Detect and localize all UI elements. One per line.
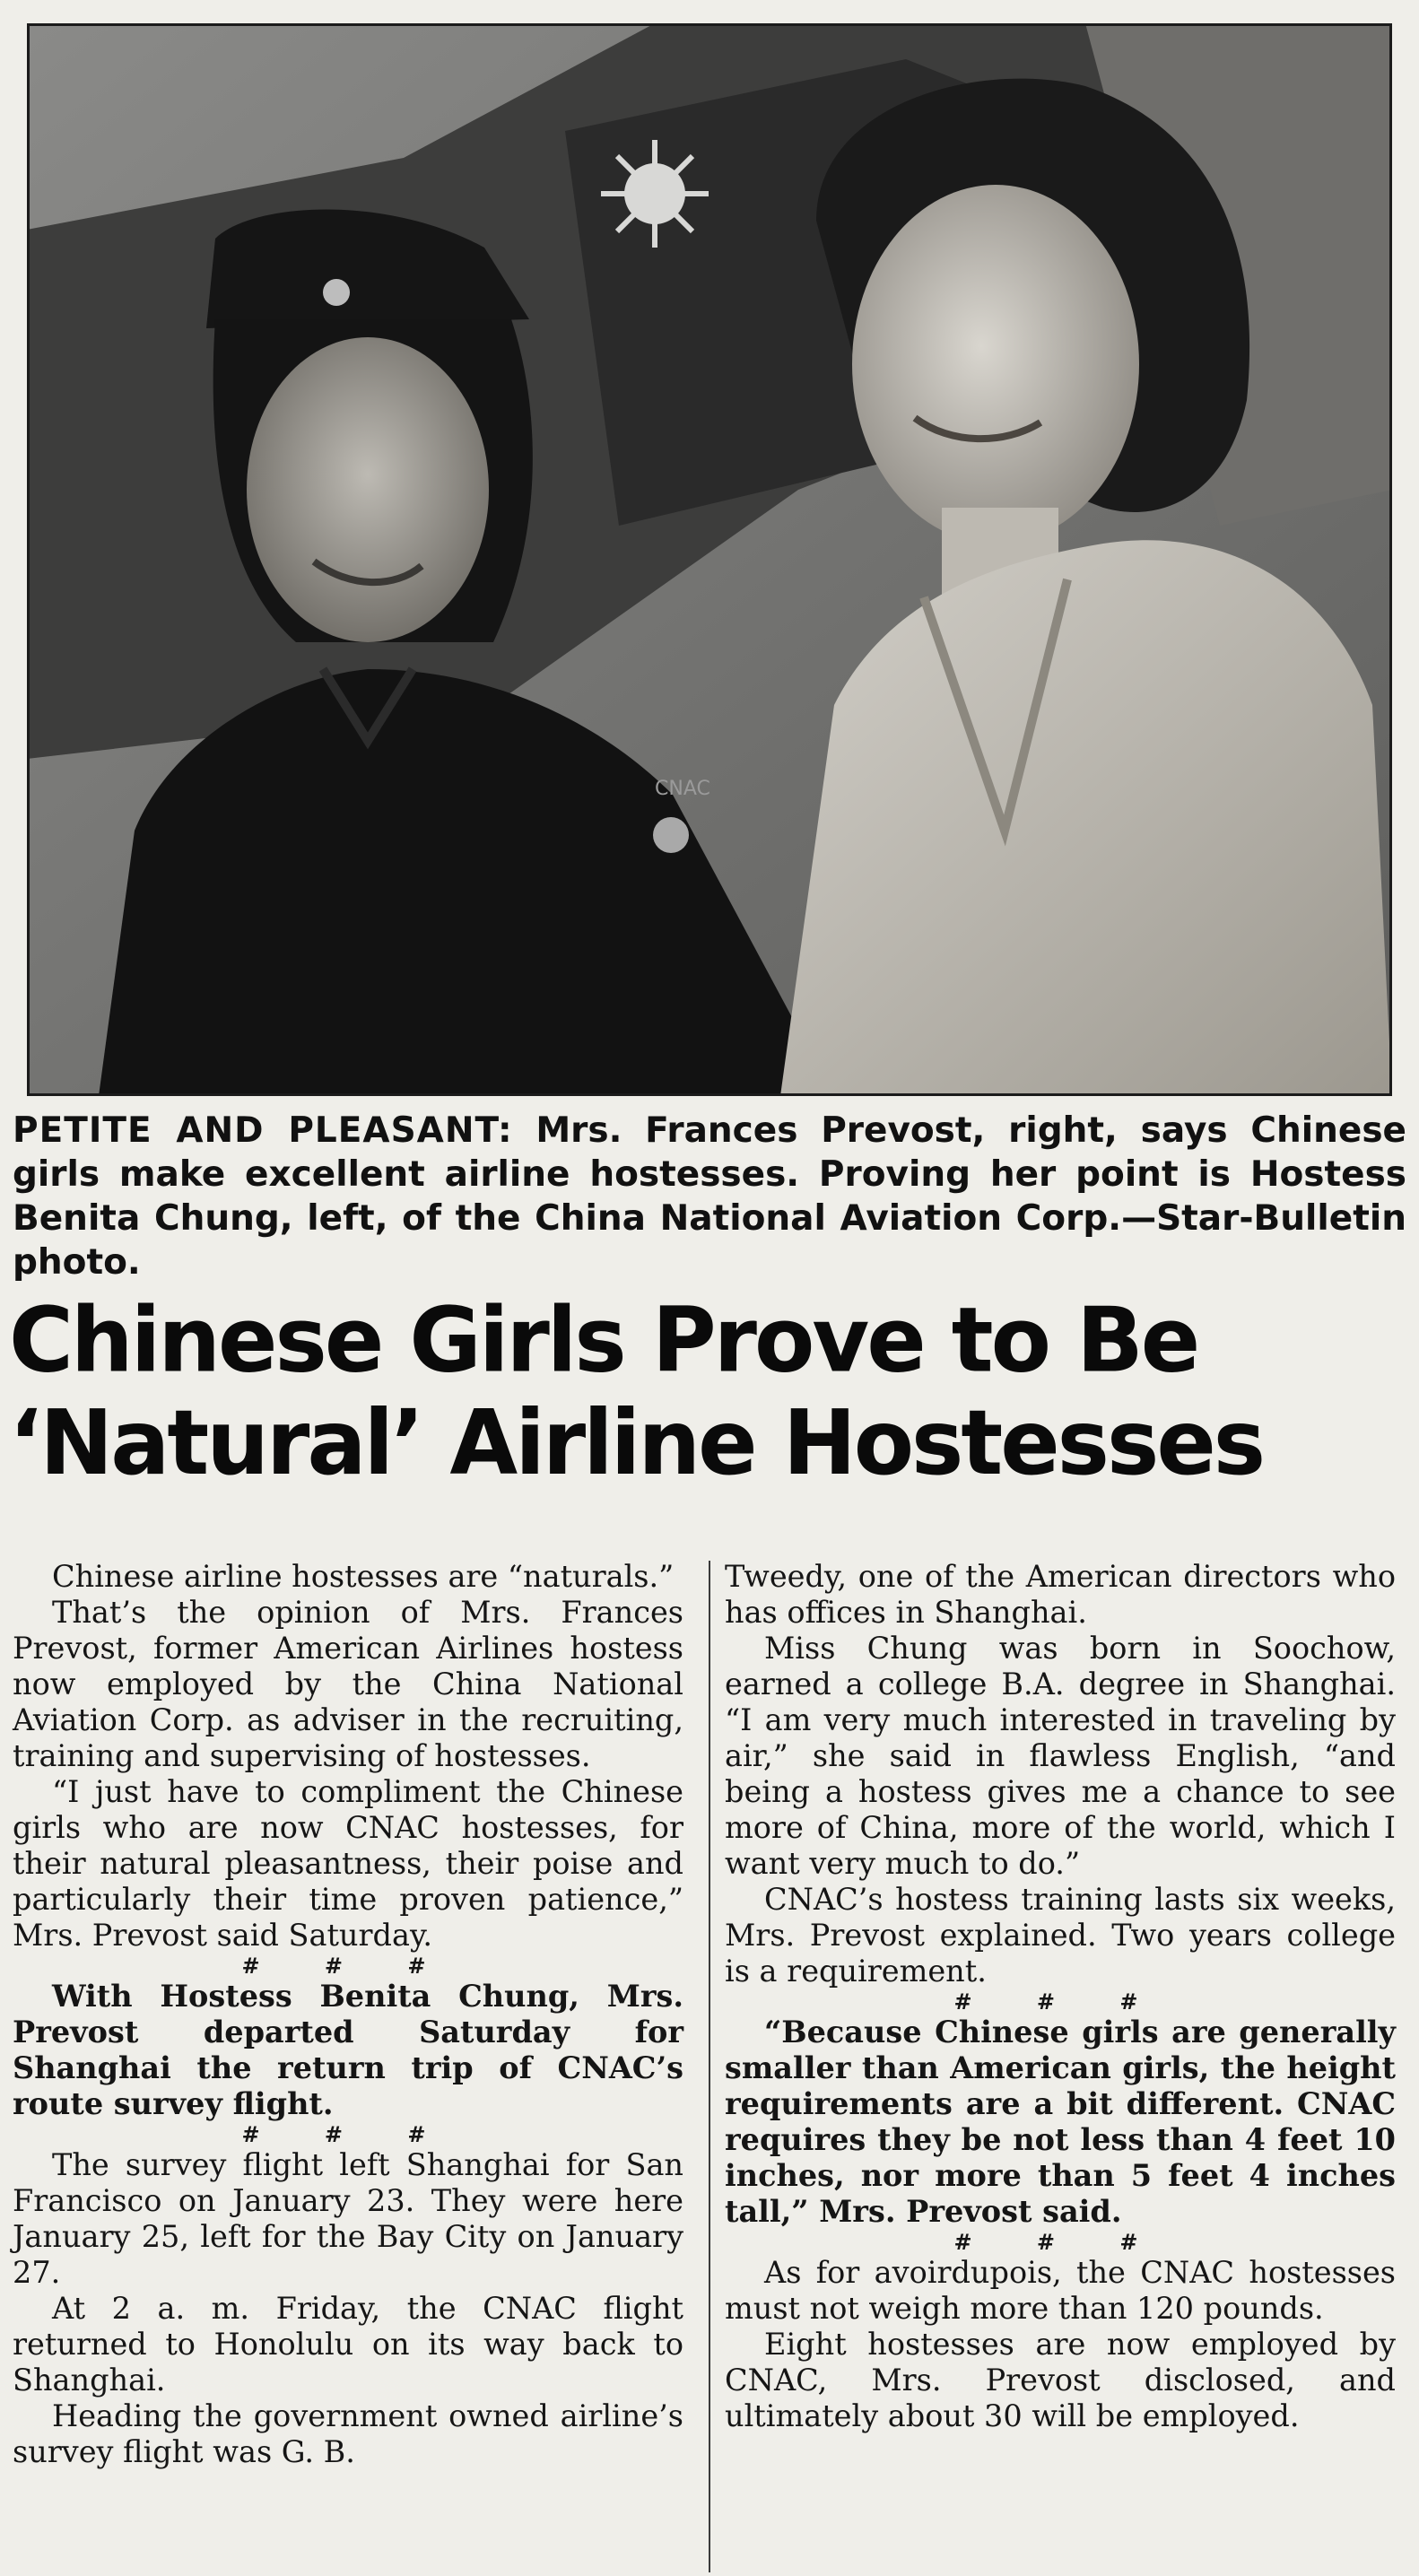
article-paragraph: Eight hostesses are now employed by CNAC, Mrs. Prevost disclosed, and ultimately about 30 will be employed.: [725, 2327, 1396, 2433]
article-paragraph: Miss Chung was born in Soochow, earned a college B.A. degree in Shanghai. “I am very much interested in traveling by air,” she said in flawless English, “and being a hostess gives me a chance to see more of China, more of the world, which I want very much to do.”: [725, 1631, 1396, 1881]
section-separator: # # #: [953, 1989, 1167, 2015]
article-column-right: [725, 1559, 1396, 2434]
article-paragraph: Chinese airline hostesses are “naturals.”: [52, 1559, 675, 1594]
caption-text: Mrs. Frances Prevost, right, says Chinese girls make excellent airline hostesses. Proving her point is Hostess Benita Chung, left, of the China National Aviation Corp.—Star-Bulletin photo.: [13, 1110, 1407, 1283]
photo-image: [27, 23, 1392, 1096]
headline-line-1: Chinese Girls Prove to Be: [9, 1288, 1198, 1394]
section-separator: # # #: [953, 2229, 1167, 2255]
article-paragraph: At 2 a. m. Friday, the CNAC flight returned to Honolulu on its way back to Shanghai.: [13, 2291, 683, 2398]
section-separator: # # #: [241, 1953, 455, 1979]
column-divider: [709, 1561, 710, 2572]
headline-line-2: ‘Natural’ Airline Hostesses: [9, 1390, 1264, 1496]
article-paragraph: The survey flight left Shanghai for San Francisco on January 23. They were here January 25, left for the Bay City on January 27.: [13, 2147, 683, 2290]
article-paragraph: “Because Chinese girls are generally smaller than American girls, the height requirements are a bit different. CNAC requires they be not less than 4 feet 10 inches, nor more than 5 feet 4 inches tall,” Mrs. Prevost said.: [725, 2015, 1396, 2229]
news-photo: [27, 23, 1392, 1096]
article-paragraph: As for avoirdupois, the CNAC hostesses must not weigh more than 120 pounds.: [725, 2255, 1396, 2326]
photo-pin-text: CNAC: [655, 778, 710, 800]
article-paragraph: CNAC’s hostess training lasts six weeks, Mrs. Prevost explained. Two years college is a requirement.: [725, 1882, 1396, 1989]
article-paragraph: Tweedy, one of the American directors who has offices in Shanghai.: [725, 1559, 1396, 1630]
caption-lead: PETITE AND PLEASANT:: [13, 1110, 513, 1151]
article-paragraph: “I just have to compliment the Chinese girls who are now CNAC hostesses, for their natural pleasantness, their poise and particularly their time proven patience,” Mrs. Prevost said Saturday.: [13, 1774, 683, 1953]
section-separator: # # #: [241, 2121, 455, 2147]
photo-caption: [13, 1109, 1406, 1284]
article-paragraph: That’s the opinion of Mrs. Frances Prevost, former American Airlines hostess now employed by the China National Aviation Corp. as adviser in the recruiting, training and supervising of hostesses.: [13, 1595, 683, 1773]
article-paragraph: Heading the government owned airline’s survey flight was G. B.: [13, 2398, 683, 2469]
article-paragraph: With Hostess Benita Chung, Mrs. Prevost departed Saturday for Shanghai the return trip of CNAC’s route survey flight.: [13, 1979, 683, 2121]
article-headline: [9, 1290, 1408, 1494]
article-column-left: [13, 1559, 683, 2470]
